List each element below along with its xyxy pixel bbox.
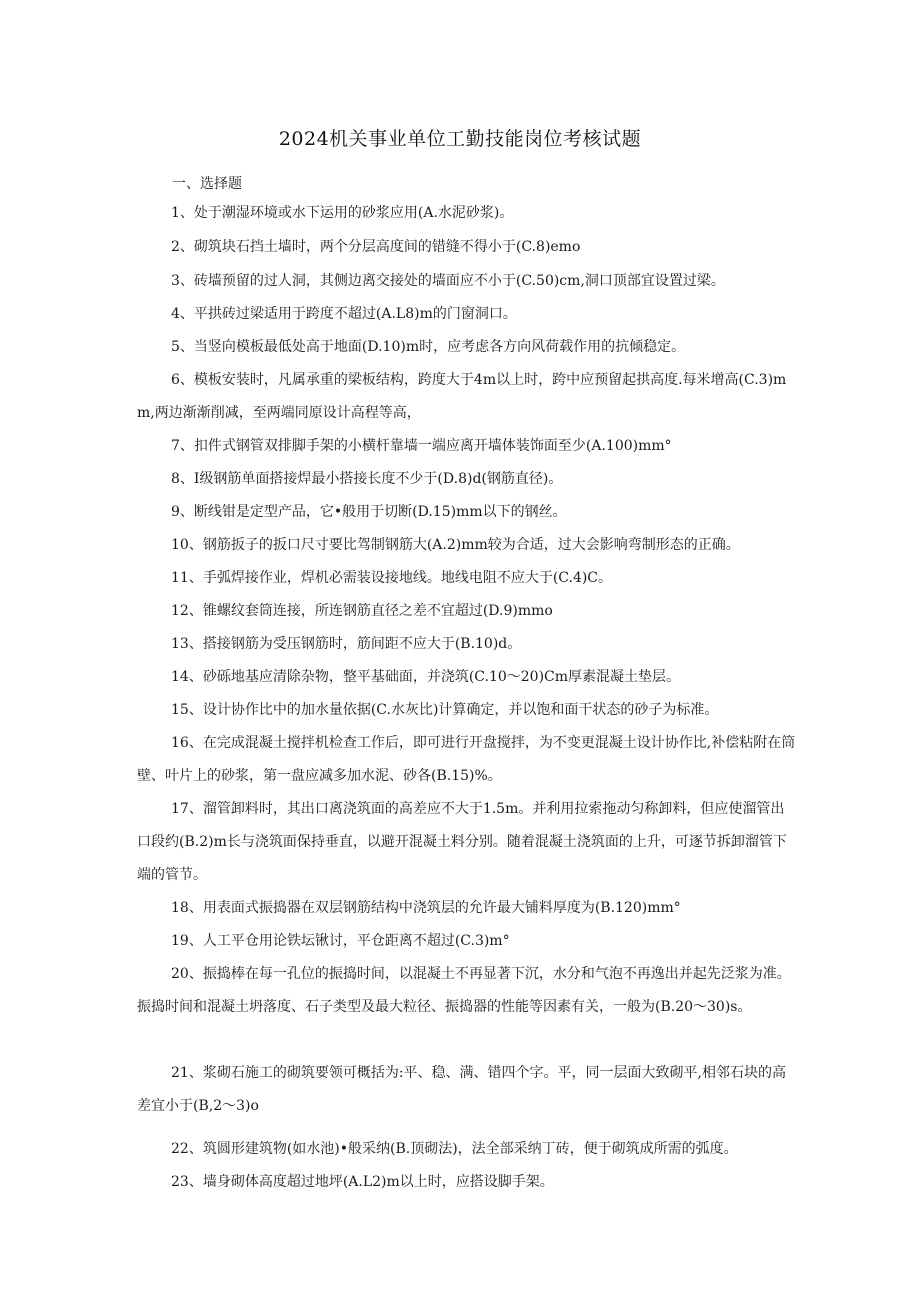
question-item: 10、钢筋扳子的扳口尺寸要比驾制钢筋大(A.2)mm较为合适，过大会影响弯制形态的正确。 xyxy=(171,537,740,553)
question-item: 5、当竖向模板最低处高于地面(D.10)m时，应考虑各方向风荷载作用的抗倾稳定。 xyxy=(171,339,686,355)
question-item: 20、振捣棒在每一孔位的振捣时间，以混凝土不再显著下沉，水分和气泡不再逸出并起先泛浆为准。振捣时间和混凝土坍落度、石子类型及最大粒径、振捣器的性能等因素有关，一般为(B.20～30)s。 xyxy=(137,966,791,1015)
question-item: 14、砂砾地基应清除杂物，整平基础面，并浇筑(C.10～20)Cm厚素混凝土垫层。 xyxy=(171,669,681,685)
question-item: 1、处于潮湿环境或水下运用的砂浆应用(A.水泥砂浆)。 xyxy=(171,205,514,221)
question-item: 13、搭接钢筋为受压钢筋时，筋间距不应大于(B.10)d。 xyxy=(171,636,522,652)
question-item: 6、模板安装时，凡属承重的梁板结构，跨度大于4m以上时，跨中应预留起拱高度.每米增高(C.3)mm,两边渐渐削减，至两端同原设计高程等高， xyxy=(137,372,787,421)
question-item: 15、设计协作比中的加水量依据(C.水灰比)计算确定，并以饱和面干状态的砂子为标准。 xyxy=(171,702,719,718)
question-item: 22、筑圆形建筑物(如水池)•般采纳(B.顶砌法)，法全部采纳丁砖，便于砌筑成所需的弧度。 xyxy=(171,1141,738,1157)
question-item: 18、用表面式振捣器在双层钢筋结构中浇筑层的允许最大铺料厚度为(B.120)mm° xyxy=(171,900,681,916)
question-item: 23、墙身砌体高度超过地坪(A.L2)m以上时，应搭设脚手架。 xyxy=(171,1174,554,1190)
question-item: 12、锥螺纹套筒连接，所连钢筋直径之差不宜超过(D.9)mmo xyxy=(171,603,553,619)
question-item: 9、断线钳是定型产品，它•般用于切断(D.15)mm以下的钢丝。 xyxy=(171,504,567,520)
question-item: 21、浆砌石施工的砌筑要领可概括为:平、稳、满、错四个字。平，同一层面大致砌平,相邻石块的高差宜小于(B,2～3)o xyxy=(137,1065,786,1114)
page-title: 2024机关事业单位工勤技能岗位考核试题 xyxy=(278,128,642,150)
question-item: 11、手弧焊接作业，焊机必需装设接地线。地线电阻不应大于(C.4)C。 xyxy=(171,570,613,586)
question-item: 16、在完成混凝土搅拌机检查工作后，即可进行开盘搅拌，为不变更混凝土设计协作比,补偿粘附在筒壁、叶片上的砂浆，第一盘应减多加水泥、砂各(B.15)%。 xyxy=(137,735,796,784)
question-item: 17、溜管卸料时，其出口离浇筑面的高差应不大于1.5m。并利用拉索拖动匀称卸料，但应使溜管出口段约(B.2)m长与浇筑面保持垂直，以避开混凝土料分别。随着混凝土浇筑面的上升，可逐节拆卸溜管下端的管节。 xyxy=(137,801,787,883)
question-item: 4、平拱砖过梁适用于跨度不超过(A.L8)m的门窗洞口。 xyxy=(171,306,517,322)
section-heading: 一、选择题 xyxy=(172,176,242,192)
question-item: 3、砖墙预留的过人洞，其侧边离交接处的墙面应不小于(C.50)cm,洞口顶部宜设置过梁。 xyxy=(171,273,725,289)
question-item: 8、I级钢筋单面搭接焊最小搭接长度不少于(D.8)d(钢筋直径)。 xyxy=(171,471,563,487)
question-item: 2、砌筑块石挡土墙时，两个分层高度间的错缝不得小于(C.8)emo xyxy=(171,239,581,255)
question-item: 7、扣件式钢管双排脚手架的小横杆靠墙一端应离开墙体装饰面至少(A.100)mm° xyxy=(171,438,672,454)
question-item: 19、人工平仓用论铁坛锹讨，平仓距离不超过(C.3)m° xyxy=(171,933,510,949)
